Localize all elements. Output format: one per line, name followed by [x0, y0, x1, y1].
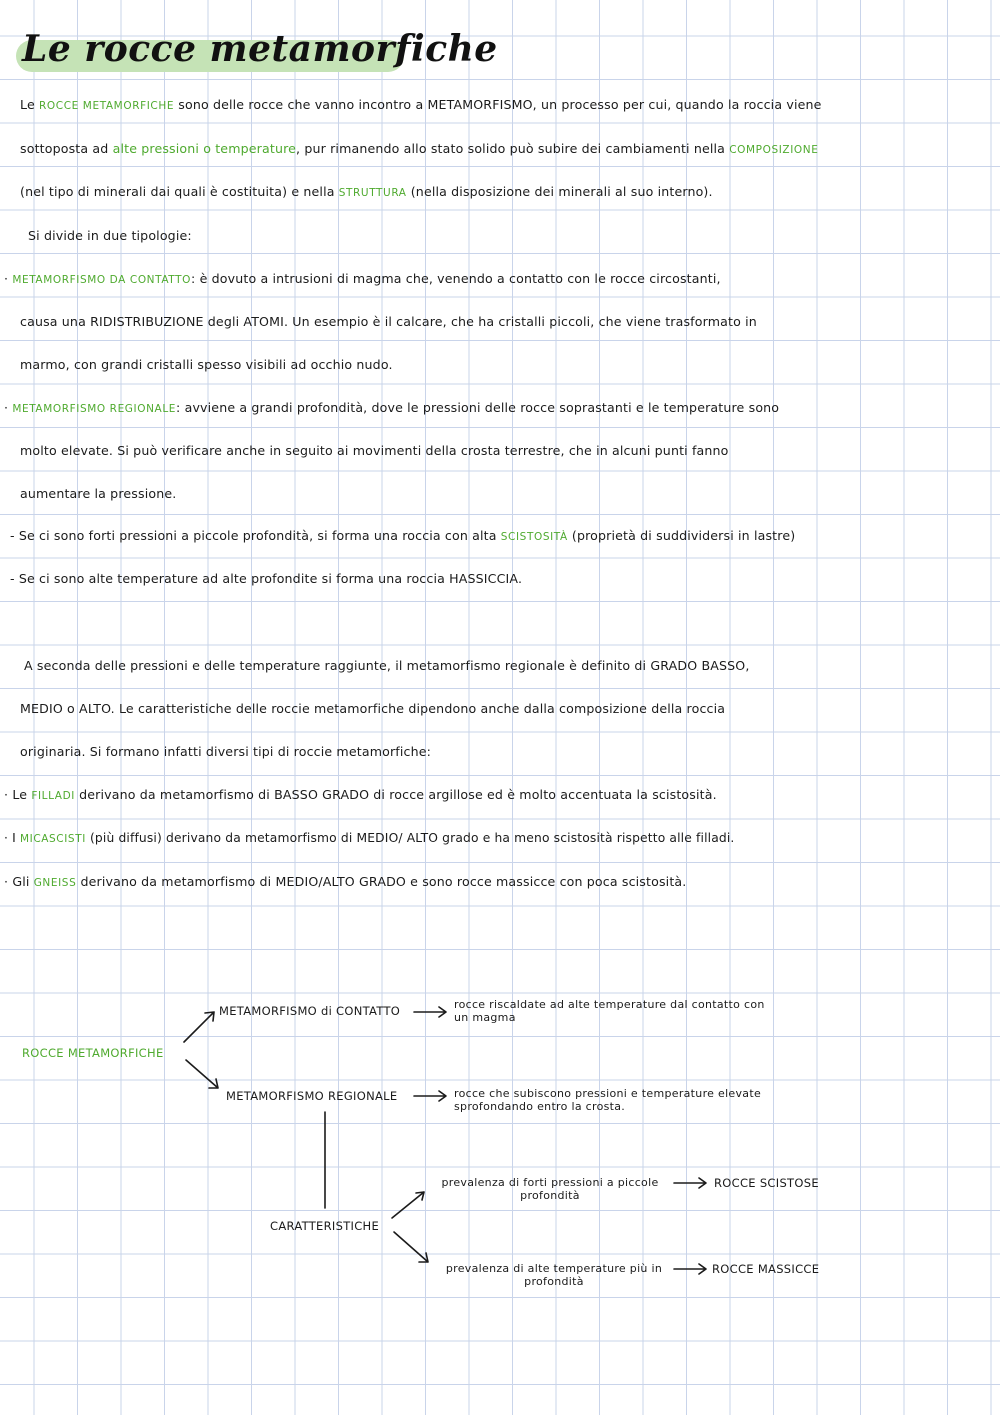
diagram-regionale: METAMORFISMO REGIONALE: [226, 1089, 398, 1103]
keyword-metamorfismo-regionale: METAMORFISMO REGIONALE: [12, 403, 177, 415]
keyword-micascisti: MICASCISTI: [19, 833, 86, 845]
diagram-massicce: ROCCE MASSICCE: [712, 1262, 820, 1276]
bullet: ·: [4, 400, 9, 415]
regionale-line-1: [4, 399, 969, 418]
keyword-metamorfismo-contatto: METAMORFISMO DA CONTATTO: [12, 274, 192, 286]
contatto-line-3: marmo, con grandi cristalli spesso visibili ad occhio nudo.: [20, 357, 393, 372]
text: derivano da metamorfismo di MEDIO/ALTO GRADO e sono rocce massicce con poca scistosità.: [76, 874, 687, 889]
text: (proprietà di suddividersi in lastre): [567, 528, 796, 543]
diagram-pressioni: prevalenza di forti pressioni a piccole profondità: [441, 1176, 659, 1202]
arrow-car-to-temperature: [394, 1232, 428, 1262]
text: - Se ci sono forti pressioni a piccole profondità, si forma una roccia con alta: [10, 528, 501, 543]
regionale-line-2: molto elevate. Si può verificare anche in seguito ai movimenti della crosta terrestre, che in alcuni punti fanno: [20, 443, 729, 458]
tipo-filladi: [4, 786, 969, 805]
keyword-rocce-metamorfiche: ROCCE METAMORFICHE: [39, 100, 175, 112]
text: Gli: [12, 874, 34, 889]
tipo-micascisti: [4, 829, 969, 848]
intro-line-4: Si divide in due tipologie:: [28, 228, 192, 243]
tipo-gneiss: [4, 873, 969, 892]
text: (più diffusi) derivano da metamorfismo di MEDIO/ ALTO grado e ha meno scistosità rispetto alle filladi.: [85, 831, 735, 845]
text: sono delle rocce che vanno incontro a METAMORFISMO, un processo per cui, quando la roccia viene: [174, 97, 822, 112]
arrow-regionale-desc: [414, 1091, 446, 1101]
text: sottoposta ad: [20, 141, 113, 156]
grado-line-3: originaria. Si formano infatti diversi tipi di roccie metamorfiche:: [20, 744, 432, 759]
arrow-pressioni-scistose: [674, 1178, 706, 1188]
intro-line-3: [20, 183, 985, 202]
grado-line-2: MEDIO o ALTO. Le caratteristiche delle roccie metamorfiche dipendono anche dalla composizione della roccia: [20, 701, 726, 716]
keyword-alte-pressioni: alte pressioni o temperature: [112, 141, 297, 156]
grado-line-1: A seconda delle pressioni e delle temperature raggiunte, il metamorfismo regionale è definito di GRADO BASSO,: [24, 658, 750, 673]
text: : è dovuto a intrusioni di magma che, venendo a contatto con le rocce circostanti,: [191, 271, 721, 286]
keyword-scistosita: SCISTOSITÀ: [500, 531, 568, 543]
regionale-line-3: aumentare la pressione.: [20, 486, 177, 501]
regionale-dash-2: - Se ci sono alte temperature ad alte profondite si forma una roccia HASSICCIA.: [10, 571, 523, 586]
bullet: ·: [4, 874, 9, 889]
arrow-root-to-regionale: [186, 1060, 218, 1088]
text: , pur rimanendo allo stato solido può subire dei cambiamenti nella: [296, 141, 730, 156]
diagram-temperature: prevalenza di alte temperature più in profondità: [445, 1262, 663, 1288]
intro-line-2: [20, 140, 985, 159]
title-block: [12, 28, 508, 70]
diagram-root: ROCCE METAMORFICHE: [22, 1046, 164, 1060]
arrow-root-to-contatto: [184, 1012, 214, 1042]
arrow-contatto-desc: [414, 1007, 446, 1017]
text: I: [12, 831, 20, 845]
arrow-car-to-pressioni: [392, 1192, 424, 1218]
keyword-gneiss: GNEISS: [33, 877, 77, 889]
diagram-contatto-desc: rocce riscaldate ad alte temperature dal contatto con un magma: [454, 998, 765, 1024]
contatto-line-2: causa una RIDISTRIBUZIONE degli ATOMI. Un esempio è il calcare, che ha cristalli piccoli, che viene trasformato in: [20, 314, 757, 329]
bullet: ·: [4, 271, 9, 286]
text: derivano da metamorfismo di BASSO GRADO di rocce argillose ed è molto accentuata la scistosità.: [74, 787, 717, 802]
arrow-temperature-massicce: [674, 1264, 706, 1274]
page-title: Le rocce metamorfiche: [22, 28, 498, 70]
diagram-caratteristiche: CARATTERISTICHE: [270, 1219, 380, 1233]
text: Le: [20, 97, 39, 112]
diagram-regionale-desc: rocce che subiscono pressioni e temperature elevate sprofondando entro la crosta.: [454, 1087, 762, 1113]
regionale-dash-1: [10, 527, 975, 546]
keyword-filladi: FILLADI: [31, 790, 75, 802]
intro-line-1: [20, 96, 985, 115]
keyword-composizione: COMPOSIZIONE: [729, 144, 819, 156]
diagram-contatto: METAMORFISMO di CONTATTO: [219, 1004, 401, 1018]
bullet: ·: [4, 831, 9, 845]
text: (nella disposizione dei minerali al suo interno).: [406, 184, 713, 199]
contatto-line-1: [4, 270, 969, 289]
text: (nel tipo di minerali dai quali è costituita) e nella: [20, 184, 339, 199]
text: : avviene a grandi profondità, dove le pressioni delle rocce soprastanti e le temperature sono: [176, 400, 780, 415]
diagram-scistose: ROCCE SCISTOSE: [714, 1176, 819, 1190]
bullet: ·: [4, 787, 9, 802]
keyword-struttura: STRUTTURA: [338, 187, 407, 199]
text: Le: [12, 787, 32, 802]
